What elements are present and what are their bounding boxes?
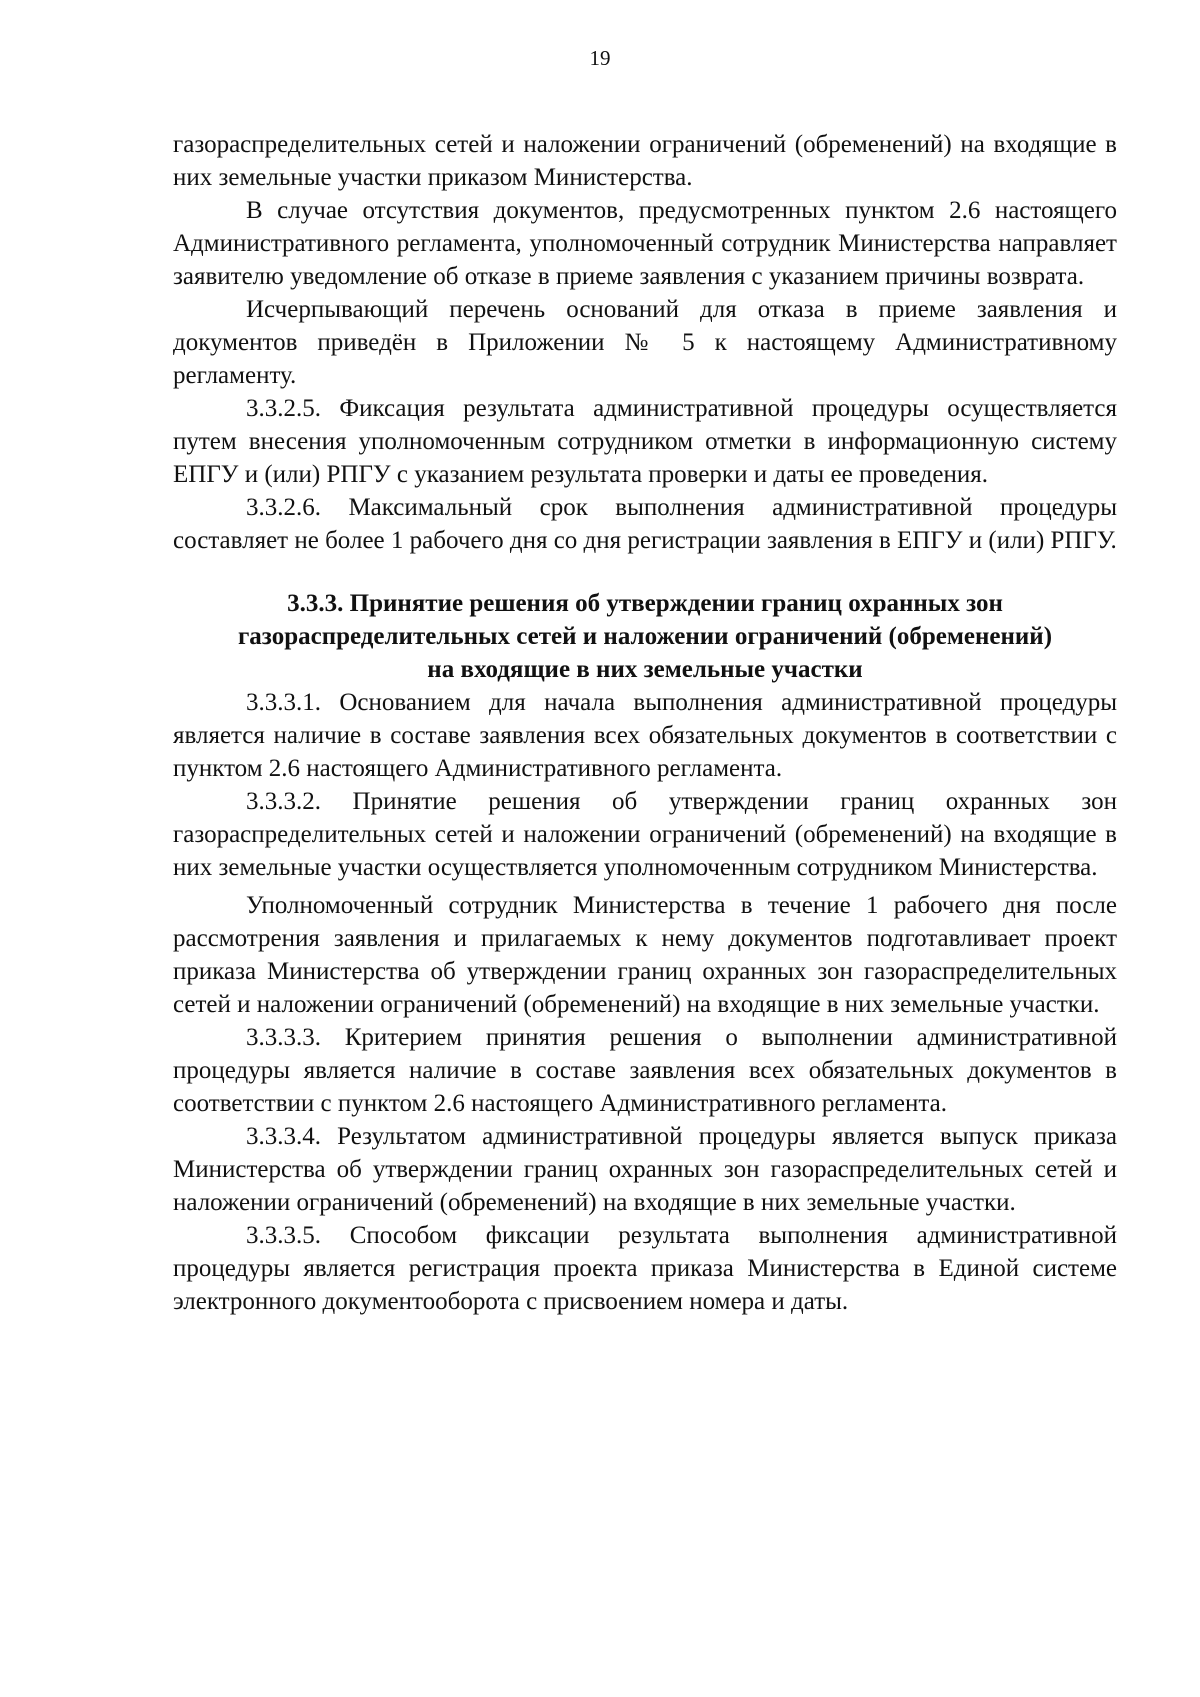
paragraph-authorized-employee: Уполномоченный сотрудник Министерства в течение 1 рабочего дня после рассмотрения заявления и прилагаемых к нему документов подготавливает проект приказа Министерства об утверждении границ охранных зон газораспределительных сетей и наложении ограничений (обременений) на входящие в них земельные участки.: [173, 892, 1117, 1018]
paragraph-3-3-3-5: 3.3.3.5. Способом фиксации результата выполнения административной процедуры является регистрация проекта приказа Министерства в Единой системе электронного документооборота с присвоением номера и даты.: [173, 1222, 1117, 1315]
paragraph-3-3-3-3: 3.3.3.3. Критерием принятия решения о выполнении административной процедуры является наличие в составе заявления всех обязательных документов в соответствии с пунктом 2.6 настоящего Административного регламента.: [173, 1024, 1117, 1117]
heading-line-2: газораспределительных сетей и наложении ограничений (обременений): [237, 623, 1053, 650]
paragraph-3-3-2-6: 3.3.2.6. Максимальный срок выполнения административной процедуры составляет не более 1 рабочего дня со дня регистрации заявления в ЕПГУ и (или) РПГУ.: [173, 494, 1117, 554]
paragraph-refusal-grounds: Исчерпывающий перечень оснований для отказа в приеме заявления и документов приведён в Приложении № 5 к настоящему Административному регламенту.: [173, 296, 1117, 389]
document-body: [173, 128, 1117, 1318]
paragraph-3-3-3-2: 3.3.3.2. Принятие решения об утверждении границ охранных зон газораспределительных сетей и наложении ограничений (обременений) на входящие в них земельные участки осуществляется уполномоченным сотрудником Министерства.: [173, 788, 1117, 881]
paragraph-continuation: газораспределительных сетей и наложении ограничений (обременений) на входящие в них земельные участки приказом Министерства.: [173, 131, 1117, 191]
section-heading-3-3-3: [173, 587, 1117, 686]
heading-line-1: 3.3.3. Принятие решения об утверждении границ охранных зон: [287, 590, 1003, 617]
heading-line-3: на входящие в них земельные участки: [427, 656, 863, 683]
paragraph-3-3-3-4: 3.3.3.4. Результатом административной процедуры является выпуск приказа Министерства об утверждении границ охранных зон газораспределительных сетей и наложении ограничений (обременений) на входящие в них земельные участки.: [173, 1123, 1117, 1216]
paragraph-missing-documents: В случае отсутствия документов, предусмотренных пунктом 2.6 настоящего Административного регламента, уполномоченный сотрудник Министерства направляет заявителю уведомление об отказе в приеме заявления с указанием причины возврата.: [173, 197, 1117, 290]
paragraph-3-3-3-1: 3.3.3.1. Основанием для начала выполнения административной процедуры является наличие в составе заявления всех обязательных документов в соответствии с пунктом 2.6 настоящего Административного регламента.: [173, 689, 1117, 782]
paragraph-3-3-2-5: 3.3.2.5. Фиксация результата административной процедуры осуществляется путем внесения уполномоченным сотрудником отметки в информационную систему ЕПГУ и (или) РПГУ с указанием результата проверки и даты ее проведения.: [173, 395, 1117, 488]
page-number: 19: [589, 46, 611, 70]
